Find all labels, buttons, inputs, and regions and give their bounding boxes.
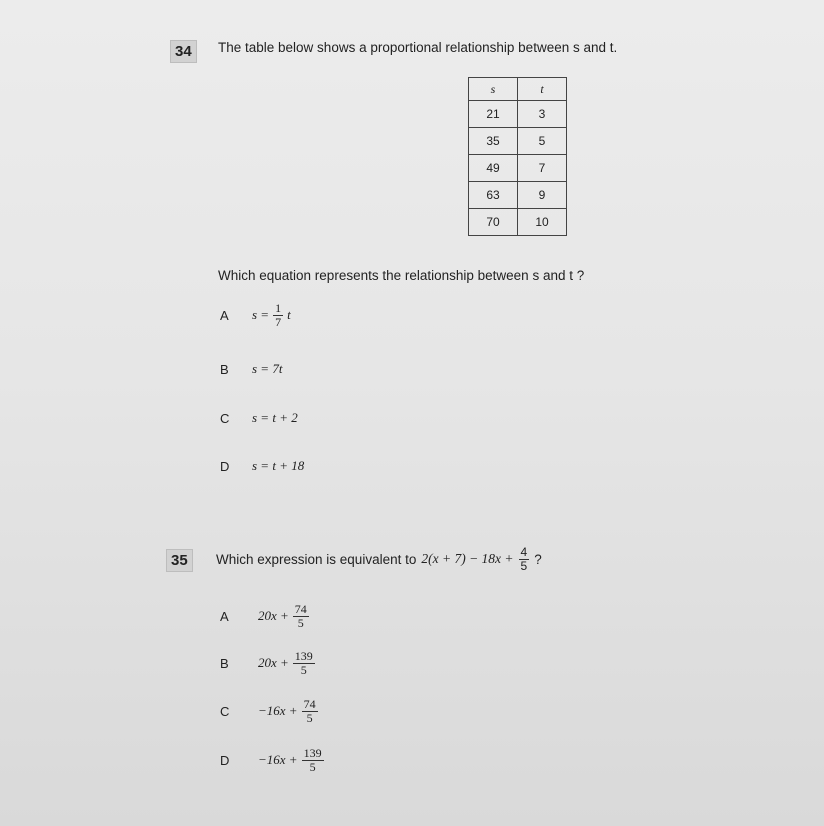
fraction-numerator: 4	[520, 545, 528, 559]
table-cell: 10	[518, 209, 567, 236]
table-cell: 3	[518, 101, 567, 128]
fraction	[293, 603, 309, 629]
option-expression	[258, 747, 324, 773]
fraction	[302, 747, 324, 773]
option-letter: B	[220, 361, 229, 377]
option-letter: A	[220, 608, 229, 624]
q34-option-c[interactable]	[220, 410, 298, 426]
fraction	[302, 698, 318, 724]
q35-option-b[interactable]	[220, 650, 315, 676]
option-letter: A	[220, 307, 229, 323]
expression-term: −16x +	[258, 752, 298, 768]
option-letter: D	[220, 752, 230, 768]
question-34-question: Which equation represents the relationship between s and t ?	[218, 268, 585, 283]
prompt-fraction	[519, 546, 530, 572]
fraction-denominator: 5	[306, 710, 313, 725]
option-letter: C	[220, 703, 230, 719]
table-header-row	[469, 78, 567, 101]
expression-term: 20x +	[258, 608, 289, 624]
expression-term: 20x +	[258, 655, 289, 671]
option-equation: s = 7t	[252, 361, 283, 376]
table-cell: 35	[469, 128, 518, 155]
option-expression	[258, 603, 309, 629]
fraction-denominator: 7	[275, 314, 282, 329]
table-cell: 63	[469, 182, 518, 209]
q34-option-d[interactable]	[220, 458, 304, 474]
table-cell: 5	[518, 128, 567, 155]
fraction	[273, 302, 283, 328]
option-expression	[258, 650, 315, 676]
question-35-number: 35	[166, 549, 193, 572]
table-cell: 7	[518, 155, 567, 182]
table-row	[469, 101, 567, 128]
question-34-prompt: The table below shows a proportional relationship between s and t.	[218, 40, 618, 55]
option-expression	[258, 698, 318, 724]
table-cell: 49	[469, 155, 518, 182]
table-cell: 70	[469, 209, 518, 236]
table-cell: 9	[518, 182, 567, 209]
table-row	[469, 128, 567, 155]
fraction-denominator: 5	[309, 759, 316, 774]
fraction-numerator: 1	[275, 301, 282, 315]
prompt-text: Which expression is equivalent to	[216, 551, 417, 567]
question-35-prompt	[216, 546, 542, 572]
q34-option-a[interactable]	[220, 302, 291, 328]
proportion-table	[468, 77, 567, 236]
q35-option-a[interactable]	[220, 603, 309, 629]
q35-option-d[interactable]	[220, 747, 324, 773]
option-equation	[252, 302, 291, 328]
table-row	[469, 182, 567, 209]
option-letter: D	[220, 458, 230, 474]
equation-lhs: s =	[252, 307, 270, 323]
column-header-s: s	[469, 78, 518, 101]
table-cell: 21	[469, 101, 518, 128]
fraction-denominator: 5	[300, 662, 307, 677]
option-letter: B	[220, 655, 229, 671]
fraction	[293, 650, 315, 676]
fraction-denominator: 5	[297, 615, 304, 630]
table-row	[469, 209, 567, 236]
prompt-end: ?	[534, 551, 542, 567]
prompt-expression: 2(x + 7) − 18x +	[421, 551, 514, 567]
fraction-numerator: 139	[294, 649, 313, 663]
equation-rhs: t	[287, 307, 291, 323]
expression-term: −16x +	[258, 703, 298, 719]
question-34-number: 34	[170, 40, 197, 63]
table-row	[469, 155, 567, 182]
option-equation: s = t + 2	[252, 410, 298, 425]
column-header-t: t	[518, 78, 567, 101]
q35-option-c[interactable]	[220, 698, 318, 724]
fraction-numerator: 139	[303, 746, 322, 760]
option-equation: s = t + 18	[252, 458, 305, 473]
fraction-numerator: 74	[294, 602, 307, 616]
fraction-numerator: 74	[303, 697, 316, 711]
option-letter: C	[220, 410, 230, 426]
q34-option-b[interactable]	[220, 361, 282, 377]
fraction-denominator: 5	[520, 558, 528, 573]
